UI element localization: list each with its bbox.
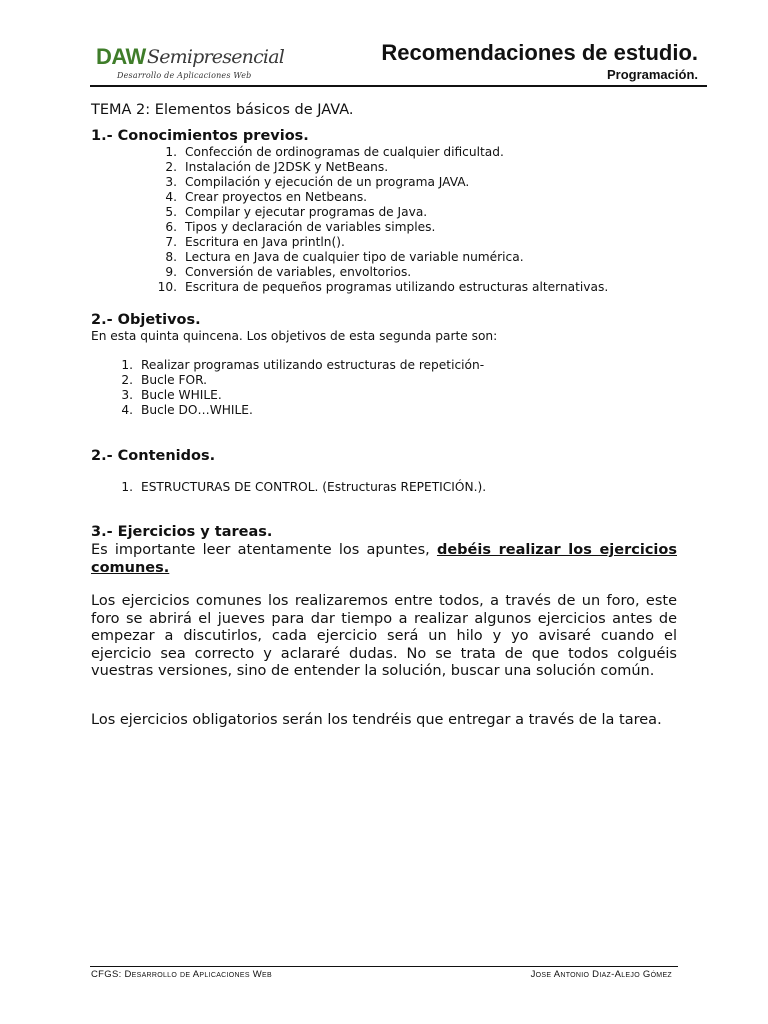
list-item: 8. Lectura en Java de cualquier tipo de variable numérica. bbox=[165, 250, 524, 264]
document-title: Recomendaciones de estudio. bbox=[381, 40, 698, 65]
topic-title: TEMA 2: Elementos básicos de JAVA. bbox=[91, 102, 354, 118]
heading-conocimientos-previos: 1.- Conocimientos previos. bbox=[91, 128, 309, 144]
footer-course: CFGS: Desarrollo de Aplicaciones Web bbox=[91, 969, 272, 980]
exercises-paragraph-1: Es importante leer atentamente los apuntes, debéis realizar los ejercicios comunes. bbox=[91, 542, 677, 576]
list-item: 3. Bucle WHILE. bbox=[121, 388, 222, 402]
list-item: 2. Bucle FOR. bbox=[121, 373, 208, 387]
list-item: 7. Escritura en Java println(). bbox=[165, 235, 345, 249]
daw-logo bbox=[96, 44, 284, 84]
prior-knowledge-list bbox=[157, 145, 717, 295]
list-item: 4. Bucle DO…WHILE. bbox=[121, 403, 253, 417]
document-subtitle: Programación. bbox=[606, 67, 698, 82]
contents-list bbox=[113, 480, 673, 495]
list-item: 1. Confección de ordinogramas de cualquier dificultad. bbox=[165, 145, 504, 159]
list-item: 5. Compilar y ejecutar programas de Java. bbox=[165, 205, 428, 219]
list-item: 4. Crear proyectos en Netbeans. bbox=[165, 190, 368, 204]
list-item: 2. Instalación de J2DSK y NetBeans. bbox=[165, 160, 389, 174]
list-item: 6. Tipos y declaración de variables simples. bbox=[165, 220, 436, 234]
list-item: 3. Compilación y ejecución de un programa JAVA. bbox=[165, 175, 470, 189]
exercises-paragraph-3: Los ejercicios obligatorios serán los tendréis que entregar a través de la tarea. bbox=[91, 712, 662, 728]
emphasis-text: debéis realizar los ejercicios comunes. bbox=[91, 542, 677, 576]
heading-ejercicios: 3.- Ejercicios y tareas. bbox=[91, 524, 273, 540]
list-item: 9. Conversión de variables, envoltorios. bbox=[165, 265, 412, 279]
logo-subtitle: Desarrollo de Aplicaciones Web bbox=[117, 71, 252, 80]
list-item: 1. ESTRUCTURAS DE CONTROL. (Estructuras REPETICIÓN.). bbox=[121, 480, 487, 494]
heading-contenidos: 2.- Contenidos. bbox=[91, 448, 216, 464]
footer-rule bbox=[90, 966, 678, 967]
footer-author: Jose Antonio Diaz-Alejo Gómez bbox=[530, 969, 672, 980]
list-item: 10. Escritura de pequeños programas utilizando estructuras alternativas. bbox=[157, 280, 609, 294]
objetivos-intro: En esta quinta quincena. Los objetivos de esta segunda parte son: bbox=[91, 329, 498, 343]
logo-semipresencial-text: Semipresencial bbox=[147, 46, 284, 68]
heading-objetivos: 2.- Objetivos. bbox=[91, 312, 201, 328]
objectives-list bbox=[113, 358, 673, 418]
logo-daw-text: DAW bbox=[96, 44, 146, 69]
exercises-paragraph-2: Los ejercicios comunes los realizaremos entre todos, a través de un foro, este foro se abrirá el jueves para dar tiempo a realizar algunos ejercicios antes de empezar a discutirlos, cada ejercicio será un hilo y yo avisaré cuando el ejercicio sea correcto y aclararé dudas. No se trata de que todos colguéis vuestras versiones, sino de entender la solución, buscar una solución común. bbox=[91, 593, 677, 679]
header-rule bbox=[90, 85, 707, 87]
list-item: 1. Realizar programas utilizando estructuras de repetición- bbox=[121, 358, 485, 372]
